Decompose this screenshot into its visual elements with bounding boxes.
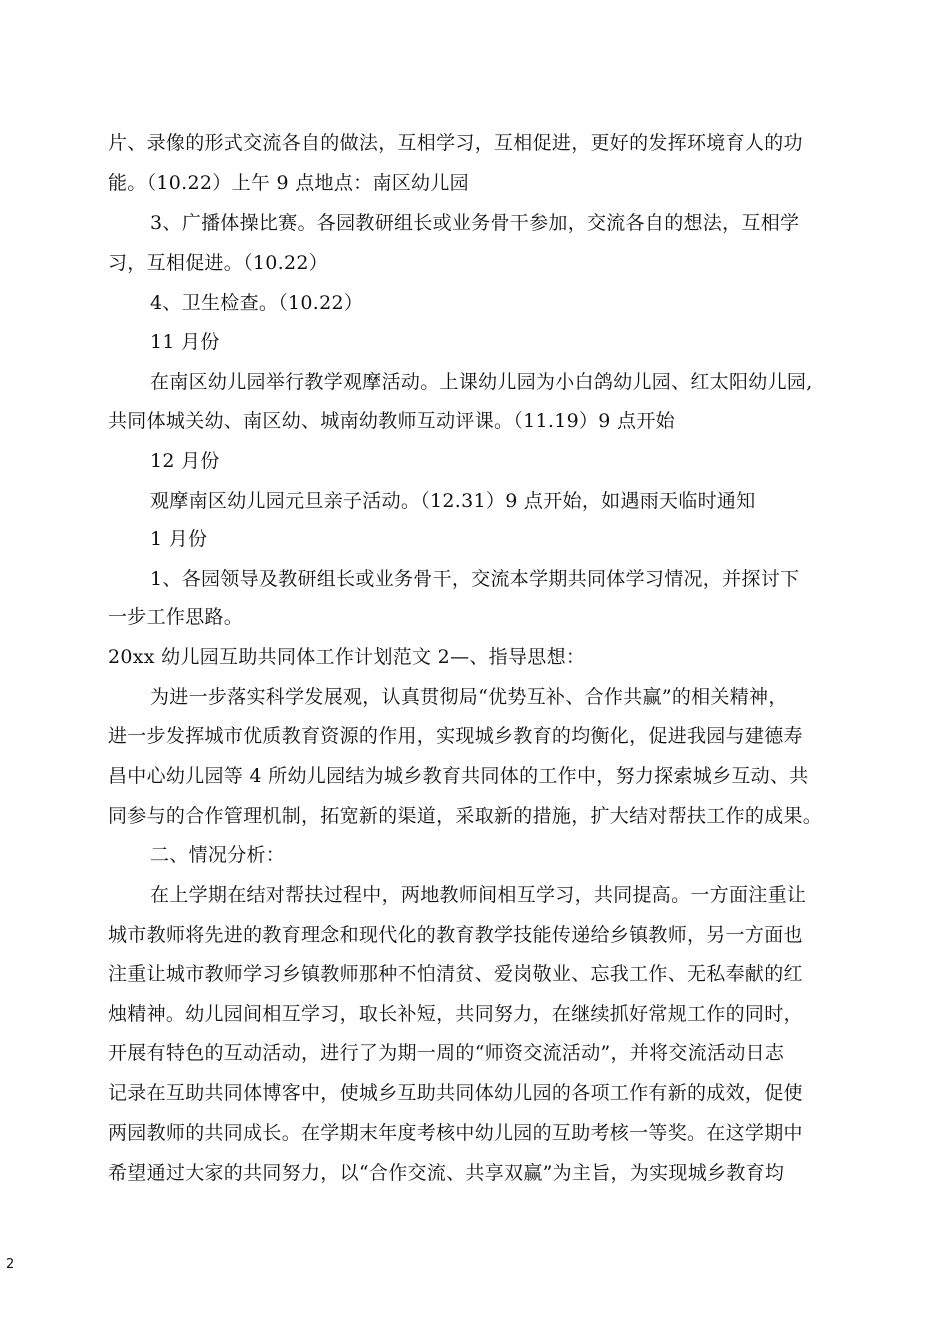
- paragraph-line: 城市教师将先进的教育理念和现代化的教育教学技能传递给乡镇教师，另一方面也: [108, 924, 803, 946]
- paragraph-line: 4、卫生检查。（10.22）: [150, 292, 364, 314]
- paragraph-line: 在上学期在结对帮扶过程中，两地教师间相互学习，共同提高。一方面注重让: [150, 884, 807, 906]
- paragraph-line: 为进一步落实科学发展观，认真贯彻局“优势互补、合作共赢”的相关精神，: [150, 686, 788, 708]
- paragraph-line: 注重让城市教师学习乡镇教师那种不怕清贫、爱岗敬业、忘我工作、无私奉献的红: [108, 963, 803, 985]
- section-heading: 1 月份: [150, 528, 208, 550]
- paragraph-line: 进一步发挥城市优质教育资源的作用，实现城乡教育的均衡化，促进我园与建德寿: [108, 725, 803, 747]
- section-heading: 11 月份: [150, 331, 220, 353]
- paragraph-line: 记录在互助共同体博客中，使城乡互助共同体幼儿园的各项工作有新的成效，促使: [108, 1082, 803, 1104]
- paragraph-line: 片、录像的形式交流各自的做法，互相学习，互相促进，更好的发挥环境育人的功: [108, 132, 803, 154]
- page-number: 2: [6, 1257, 15, 1272]
- paragraph-line: 同参与的合作管理机制，拓宽新的渠道，采取新的措施，扩大结对帮扶工作的成果。: [108, 805, 823, 827]
- paragraph-line: 两园教师的共同成长。在学期末年度考核中幼儿园的互助考核一等奖。在这学期中: [108, 1122, 803, 1144]
- paragraph-line: 在南区幼儿园举行教学观摩活动。上课幼儿园为小白鸽幼儿园、红太阳幼儿园,: [150, 371, 813, 393]
- section-heading: 12 月份: [150, 450, 220, 472]
- paragraph-line: 开展有特色的互动活动，进行了为期一周的“师资交流活动”，并将交流活动日志: [108, 1042, 785, 1064]
- section-heading: 二、情况分析：: [150, 844, 286, 866]
- paragraph-line: 希望通过大家的共同努力，以“合作交流、共享双赢”为主旨，为实现城乡教育均: [108, 1162, 785, 1184]
- paragraph-line: 一步工作思路。: [108, 606, 244, 628]
- paragraph-line: 共同体城关幼、南区幼、城南幼教师互动评课。（11.19）9 点开始: [108, 410, 675, 432]
- paragraph-line: 3、广播体操比赛。各园教研组长或业务骨干参加，交流各自的想法，互相学: [150, 212, 800, 234]
- document-title-line: 20xx 幼儿园互助共同体工作计划范文 2—、指导思想：: [108, 646, 586, 668]
- paragraph-line: 1、各园领导及教研组长或业务骨干，交流本学期共同体学习情况，并探讨下: [150, 568, 800, 590]
- paragraph-line: 昌中心幼儿园等 4 所幼儿园结为城乡教育共同体的工作中，努力探索城乡互动、共: [108, 765, 809, 787]
- paragraph-line: 能。（10.22）上午 9 点地点：南区幼儿园: [108, 172, 469, 194]
- paragraph-line: 习，互相促进。（10.22）: [108, 252, 329, 274]
- paragraph-line: 观摩南区幼儿园元旦亲子活动。（12.31）9 点开始，如遇雨天临时通知: [150, 490, 756, 512]
- paragraph-line: 烛精神。幼儿园间相互学习，取长补短，共同努力，在继续抓好常规工作的同时，: [108, 1003, 803, 1025]
